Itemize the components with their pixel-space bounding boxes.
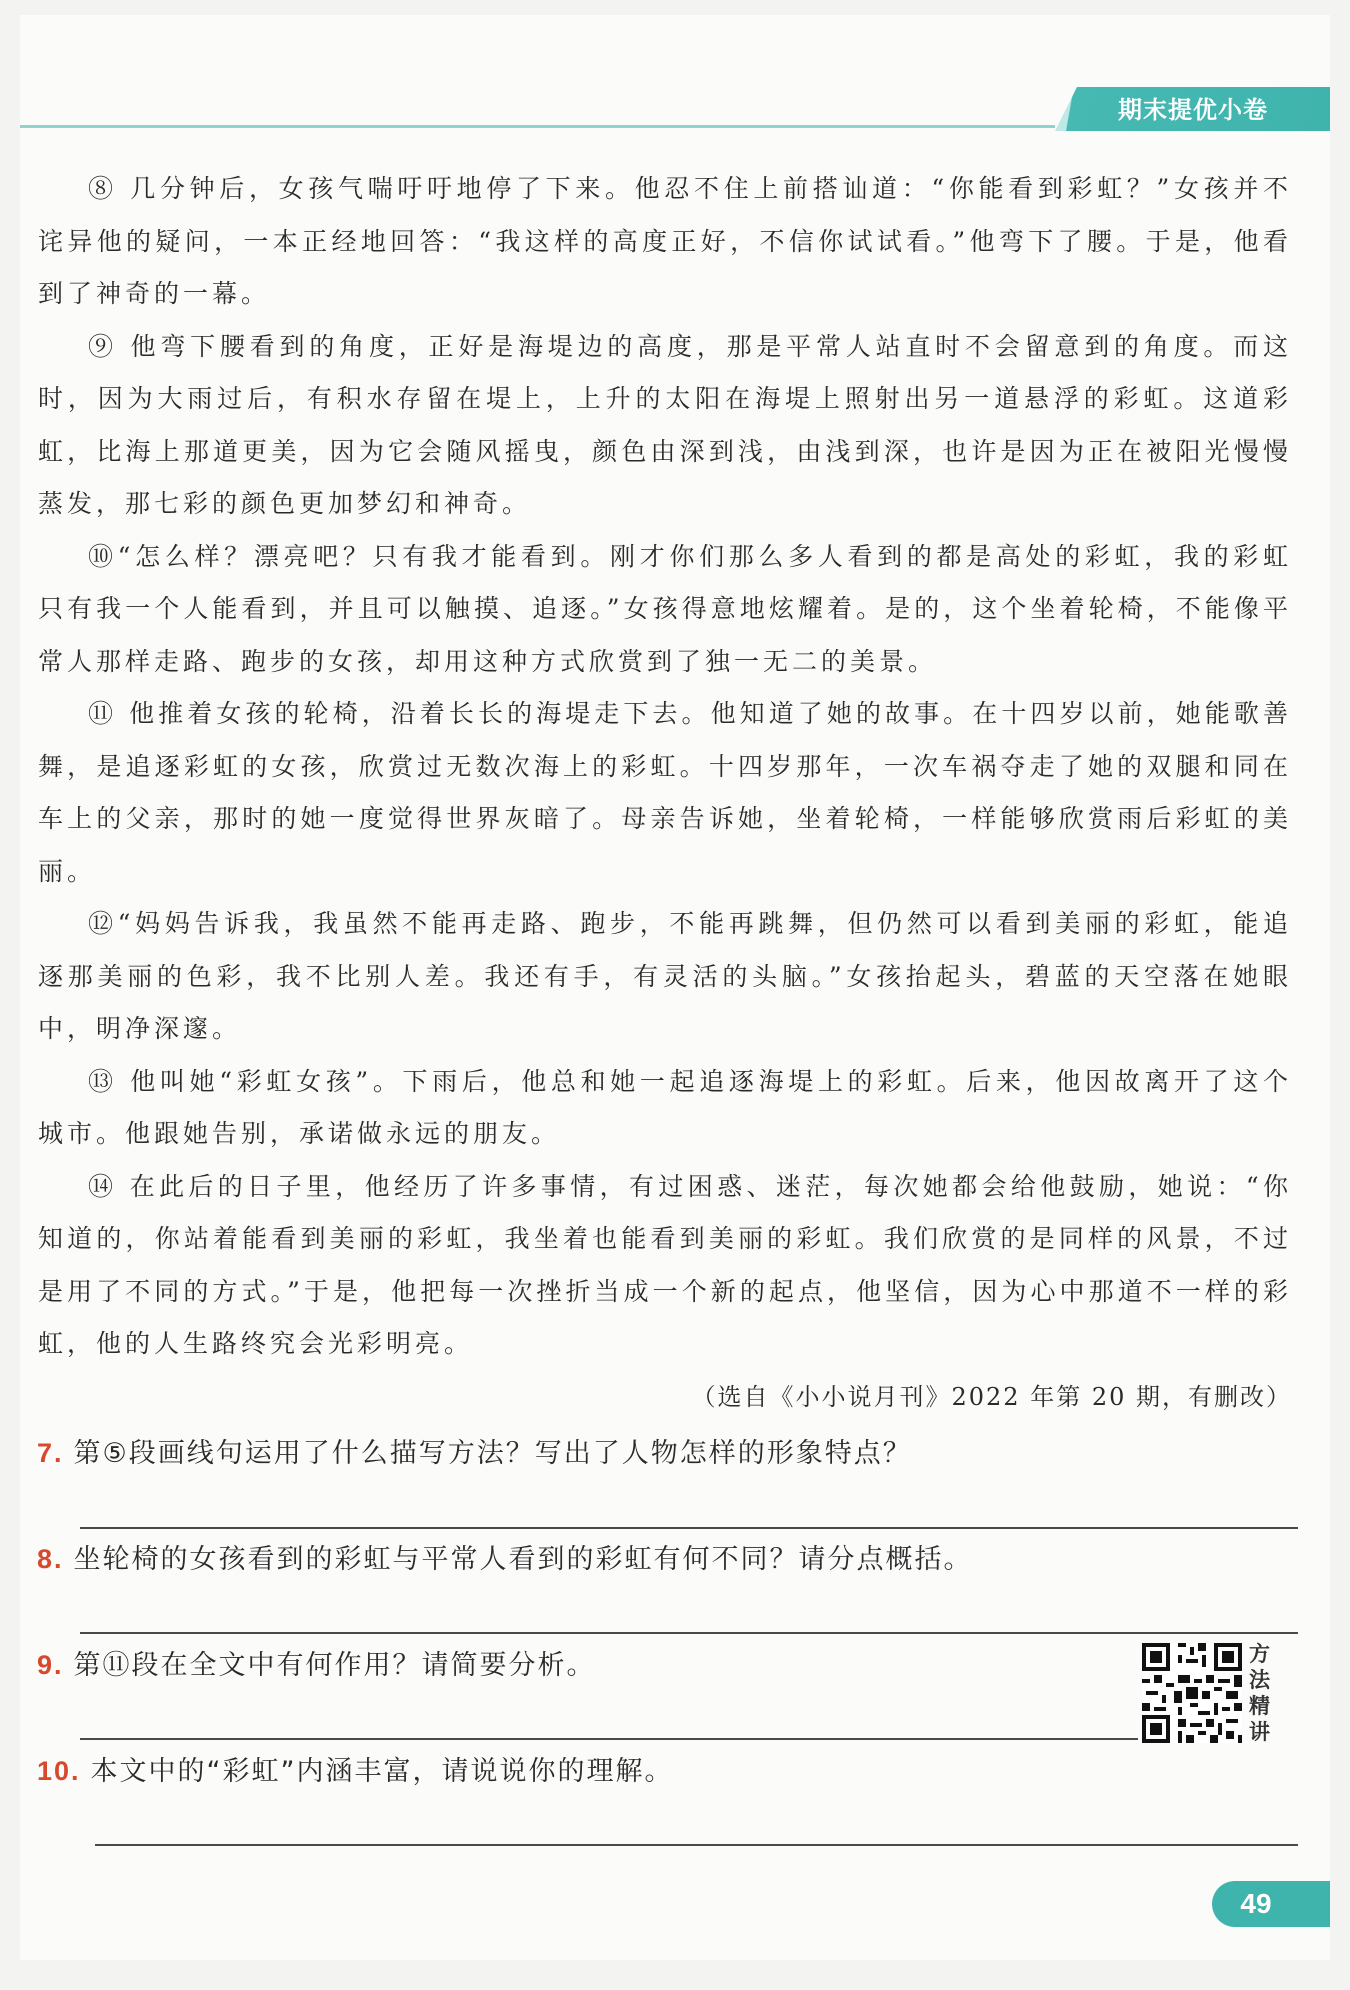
- answer-line-10[interactable]: [95, 1844, 1298, 1846]
- header-rule: [20, 125, 1055, 128]
- question-number: 10.: [37, 1756, 81, 1786]
- question-text: 第⑪段在全文中有何作用？请简要分析。: [73, 1650, 596, 1681]
- question-8: [37, 1539, 973, 1580]
- question-text: 本文中的“彩虹”内涵丰富，请说说你的理解。: [90, 1756, 674, 1787]
- page-number: 49: [1240, 1888, 1272, 1919]
- question-10: [37, 1751, 674, 1792]
- question-number: 9.: [37, 1650, 64, 1680]
- paragraph-11: ⑪ 他推着女孩的轮椅，沿着长长的海堤走下去。他知道了她的故事。在十四岁以前，她能歌善舞，是追逐彩虹的女孩，欣赏过无数次海上的彩虹。十四岁那年，一次车祸夺走了她的双腿和同在车上的父亲，那时的她一度觉得世界灰暗了。母亲告诉她，坐着轮椅，一样能够欣赏雨后彩虹的美丽。: [38, 699, 1292, 886]
- answer-line-9[interactable]: [80, 1738, 1138, 1740]
- paragraph-10: ⑩“怎么样？漂亮吧？只有我才能看到。刚才你们那么多人看到的都是高处的彩虹，我的彩虹只有我一个人能看到，并且可以触摸、追逐。”女孩得意地炫耀着。是的，这个坐着轮椅，不能像平常人那样走路、跑步的女孩，却用这种方式欣赏到了独一无二的美景。: [38, 541, 1292, 676]
- source-citation: （选自《小小说月刊》2022 年第 20 期，有删改）: [691, 1382, 1292, 1411]
- question-number: 8.: [37, 1544, 64, 1574]
- question-7: [37, 1433, 912, 1474]
- paragraph-12: ⑫“妈妈告诉我，我虽然不能再走路、跑步，不能再跳舞，但仍然可以看到美丽的彩虹，能追逐那美丽的色彩，我不比别人差。我还有手，有灵活的头脑。”女孩抬起头，碧蓝的天空落在她眼中，明净深邃。: [38, 909, 1292, 1043]
- header-title: 期末提优小卷: [1118, 96, 1268, 124]
- answer-line-7[interactable]: [80, 1527, 1298, 1529]
- qr-label: 方法精讲: [1249, 1642, 1270, 1744]
- question-number: 7.: [37, 1438, 64, 1468]
- worksheet-page: [20, 15, 1330, 1960]
- question-9: [37, 1645, 596, 1686]
- paragraph-9: ⑨ 他弯下腰看到的角度，正好是海堤边的高度，那是平常人站直时不会留意到的角度。而这时，因为大雨过后，有积水存留在堤上，上升的太阳在海堤上照射出另一道悬浮的彩虹。这道彩虹，比海上那道更美，因为它会随风摇曳，颜色由深到浅，由浅到深，也许是因为正在被阳光慢慢蒸发，那七彩的颜色更加梦幻和神奇。: [38, 331, 1292, 518]
- paragraph-14: ⑭ 在此后的日子里，他经历了许多事情，有过困惑、迷茫，每次她都会给他鼓励，她说：“你知道的，你站着能看到美丽的彩虹，我坐着也能看到美丽的彩虹。我们欣赏的是同样的风景，不过是用了不同的方式。”于是，他把每一次挫折当成一个新的起点，他坚信，因为心中那道不一样的彩虹，他的人生路终究会光彩明亮。: [38, 1171, 1292, 1358]
- question-text: 第⑤段画线句运用了什么描写方法？写出了人物怎样的形象特点？: [73, 1438, 912, 1469]
- answer-line-8[interactable]: [80, 1632, 1298, 1634]
- reading-passage: [38, 163, 1292, 1423]
- paragraph-13: ⑬ 他叫她“彩虹女孩”。下雨后，他总和她一起追逐海堤上的彩虹。后来，他因故离开了这个城市。他跟她告别，承诺做永远的朋友。: [38, 1066, 1292, 1148]
- paragraph-8: ⑧ 几分钟后，女孩气喘吁吁地停了下来。他忍不住上前搭讪道：“你能看到彩虹？”女孩并不诧异他的疑问，一本正经地回答：“我这样的高度正好，不信你试试看。”他弯下了腰。于是，他看到了神奇的一幕。: [38, 174, 1292, 308]
- qr-code-icon[interactable]: [1142, 1643, 1242, 1743]
- question-text: 坐轮椅的女孩看到的彩虹与平常人看到的彩虹有何不同？请分点概括。: [73, 1544, 973, 1575]
